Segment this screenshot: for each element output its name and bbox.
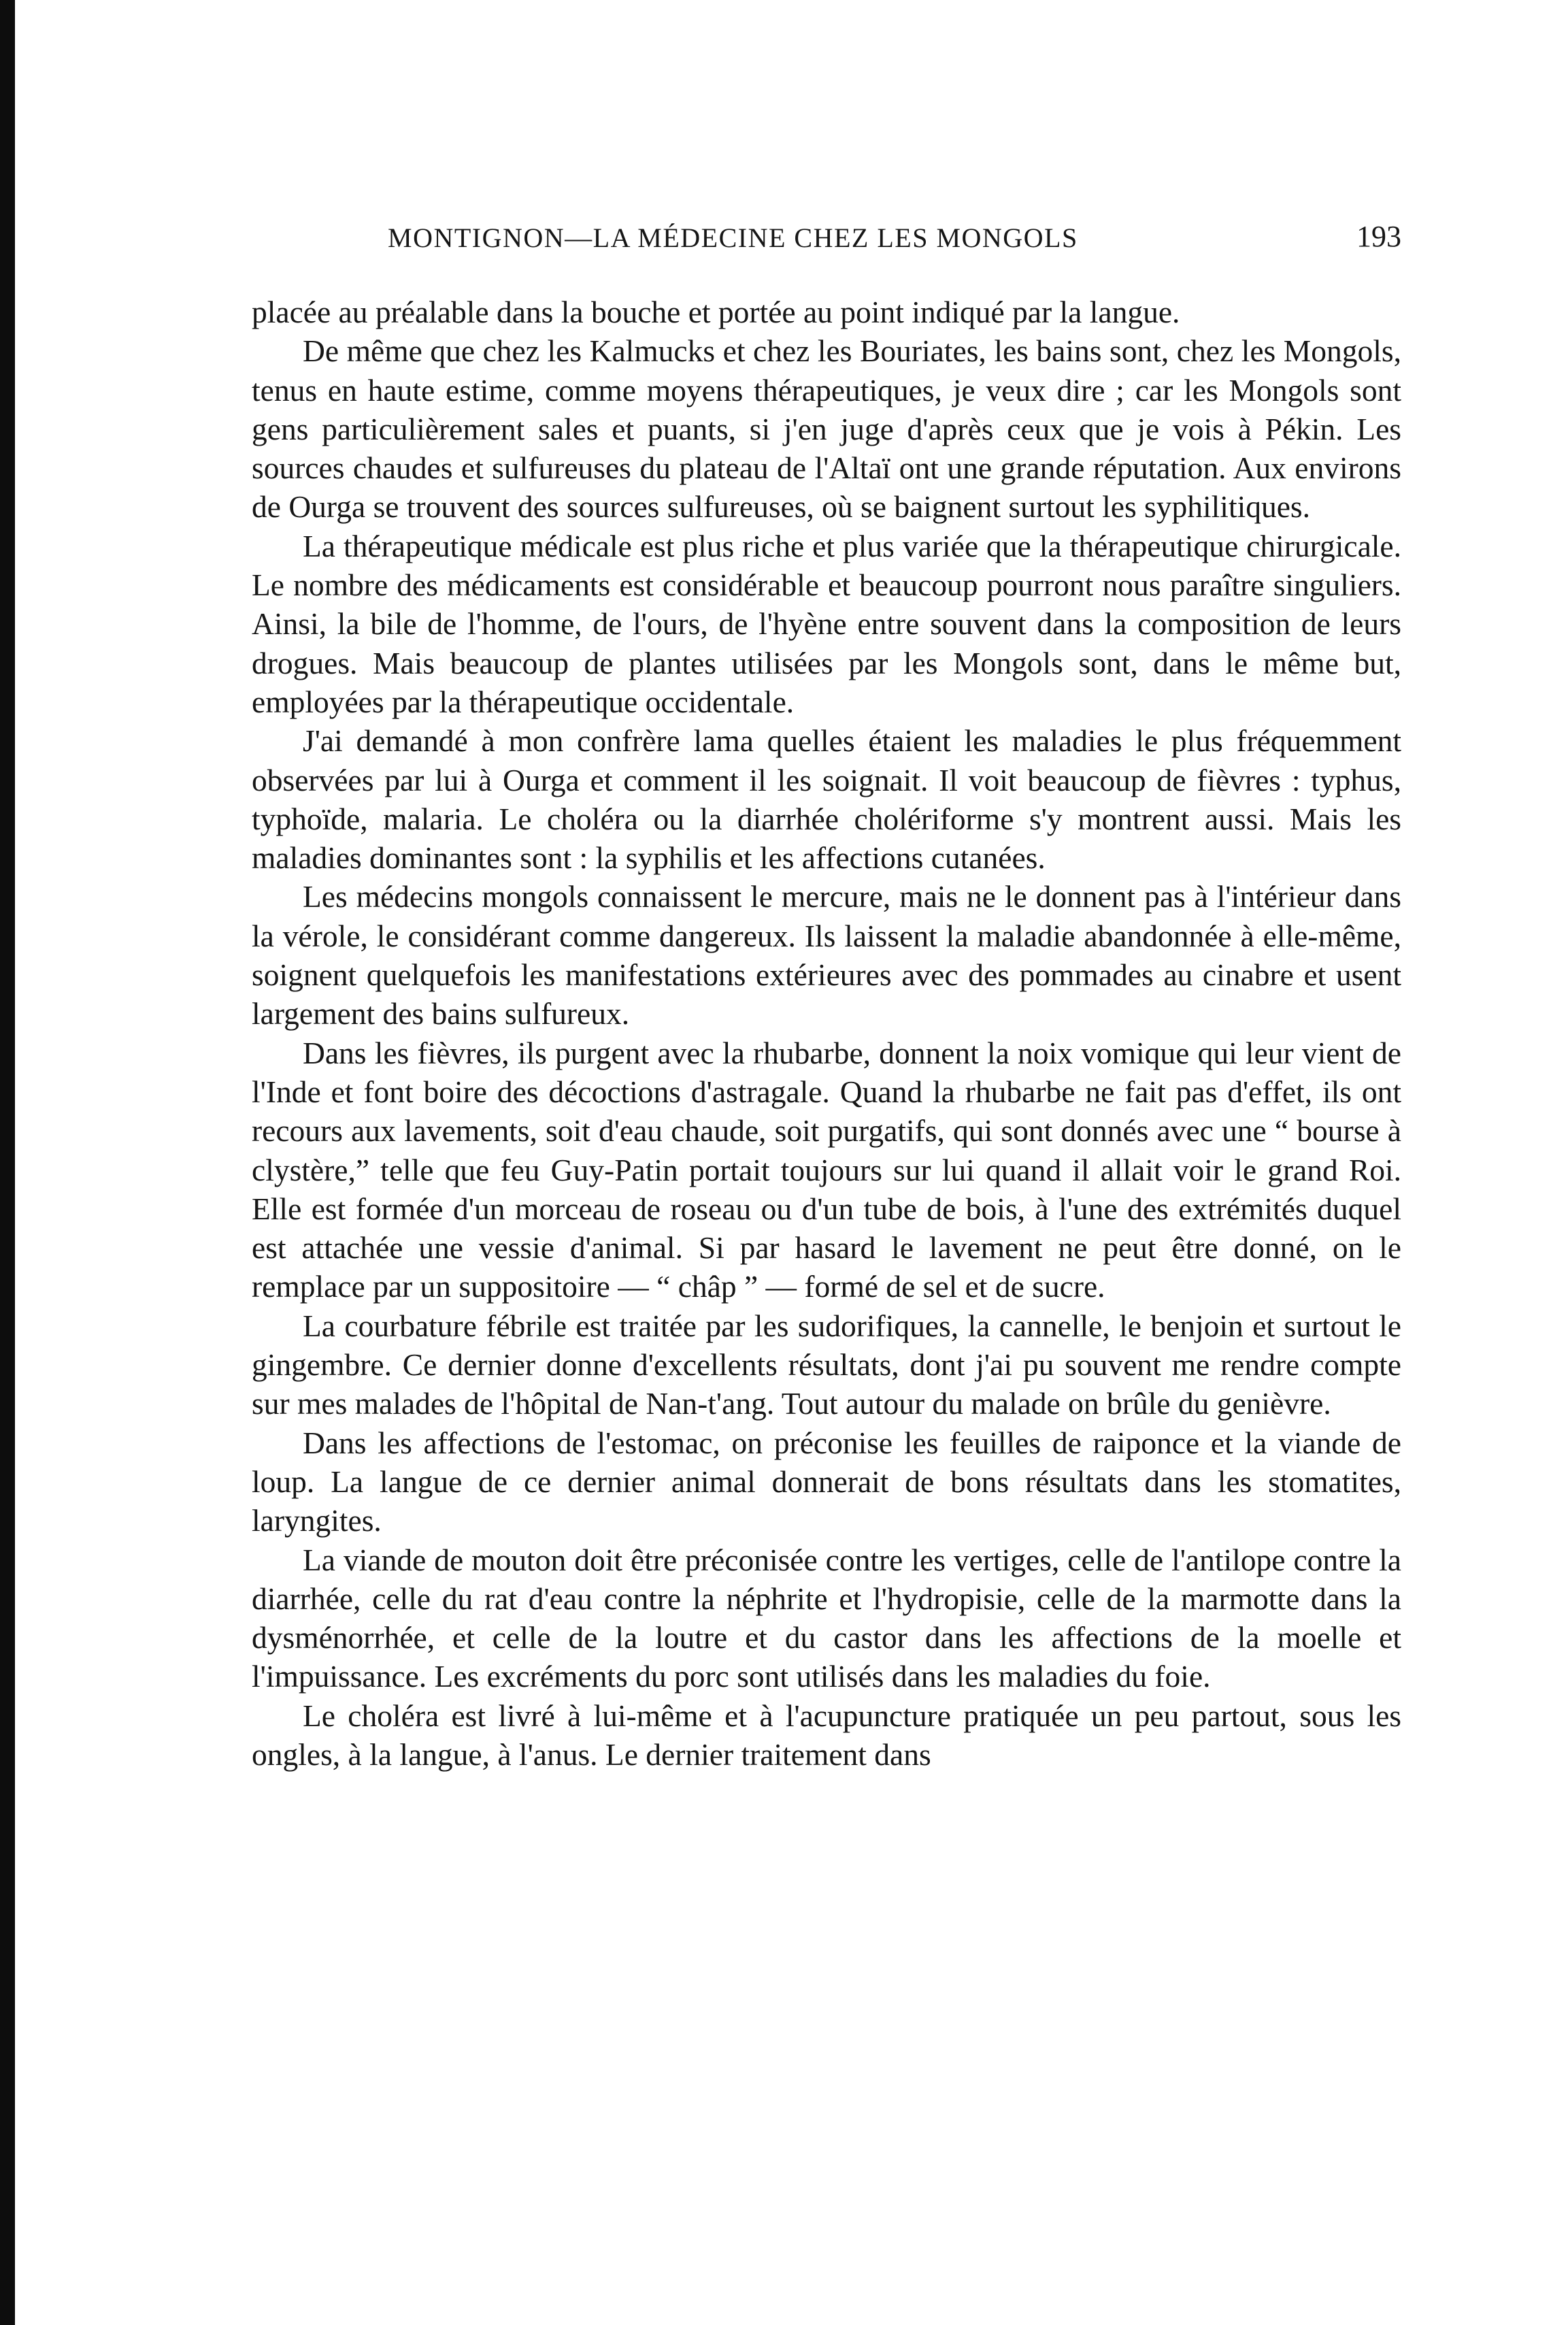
paragraph-9: La viande de mouton doit être préconisée contre les vertiges, celle de l'antilope contre la diarrhée, celle du rat d'eau contre la néphrite et l'hydropisie, celle de la marmotte dans la dysménorrhée, et celle de la loutre et du castor dans les affections de la moelle et l'impuissance. Les excréments du porc sont utilisés dans les maladies du foie. (252, 1542, 1401, 1694)
running-head (252, 222, 1401, 263)
paragraph-4: J'ai demandé à mon confrère lama quelles étaient les maladies le plus fréquemment observées par lui à Ourga et comment il les soignait. Il voit beaucoup de fièvres : typhus, typhoïde, malaria. Le choléra ou la diarrhée cholériforme s'y montrent aussi. Mais les maladies dominantes sont : la syphilis et les affections cutanées. (252, 723, 1401, 876)
paragraph-2: De même que chez les Kalmucks et chez les Bouriates, les bains sont, chez les Mongols, tenus en haute estime, comme moyens thérapeutiques, je veux dire ; car les Mongols sont gens particulièrement sales et puants, si j'en juge d'après ceux que je vois à Pékin. Les sources chaudes et sulfureuses du plateau de l'Altaï ont une grande réputation. Aux environs de Ourga se trouvent des sources sulfureuses, où se baignent surtout les syphilitiques. (252, 333, 1401, 525)
page-number: 193 (1356, 220, 1401, 253)
paragraph-8: Dans les affections de l'estomac, on préconise les feuilles de raiponce et la viande de loup. La langue de ce dernier animal donnerait de bons résultats dans les stomatites, laryngites. (252, 1425, 1401, 1538)
page-binding-edge (0, 0, 15, 2325)
paragraph-1: placée au préalable dans la bouche et portée au point indiqué par la langue. (252, 295, 1180, 329)
paragraph-10: Le choléra est livré à lui-même et à l'acupuncture pratiquée un peu partout, sous les ongles, à la langue, à l'anus. Le dernier traitement dans (252, 1698, 1401, 1772)
paragraph-7: La courbature fébrile est traitée par les sudorifiques, la cannelle, le benjoin et surtout le gingembre. Ce dernier donne d'excellents résultats, dont j'ai pu souvent me rendre compte sur mes malades de l'hôpital de Nan-t'ang. Tout autour du malade on brûle du genièvre. (252, 1308, 1401, 1421)
body-text (252, 293, 1401, 1774)
running-title: MONTIGNON—LA MÉDECINE CHEZ LES MONGOLS (388, 222, 1078, 253)
paragraph-3: La thérapeutique médicale est plus riche et plus variée que la thérapeutique chirurgicale. Le nombre des médicaments est considérable et beaucoup pourront nous paraître singuliers. Ainsi, la bile de l'homme, de l'ours, de l'hyène entre souvent dans la composition de leurs drogues. Mais beaucoup de plantes utilisées par les Mongols sont, dans le même but, employées par la thérapeutique occidentale. (252, 528, 1401, 719)
paragraph-6: Dans les fièvres, ils purgent avec la rhubarbe, donnent la noix vomique qui leur vient de l'Inde et font boire des décoctions d'astragale. Quand la rhubarbe ne fait pas d'effet, ils ont recours aux lavements, soit d'eau chaude, soit purgatifs, qui sont donnés avec une “ bourse à clystère,” telle que feu Guy-Patin portait toujours sur lui quand il allait voir le grand Roi. Elle est formée d'un morceau de roseau ou d'un tube de bois, à l'une des extrémités duquel est attachée une vessie d'animal. Si par hasard le lavement ne peut être donné, on le remplace par un suppositoire — “ châp ” — formé de sel et de sucre. (252, 1035, 1401, 1304)
paragraph-5: Les médecins mongols connaissent le mercure, mais ne le donnent pas à l'intérieur dans la vérole, le considérant comme dangereux. Ils laissent la maladie abandonnée à elle-même, soignent quelquefois les manifestations extérieures avec des pommades au cinabre et usent largement des bains sulfureux. (252, 879, 1401, 1032)
